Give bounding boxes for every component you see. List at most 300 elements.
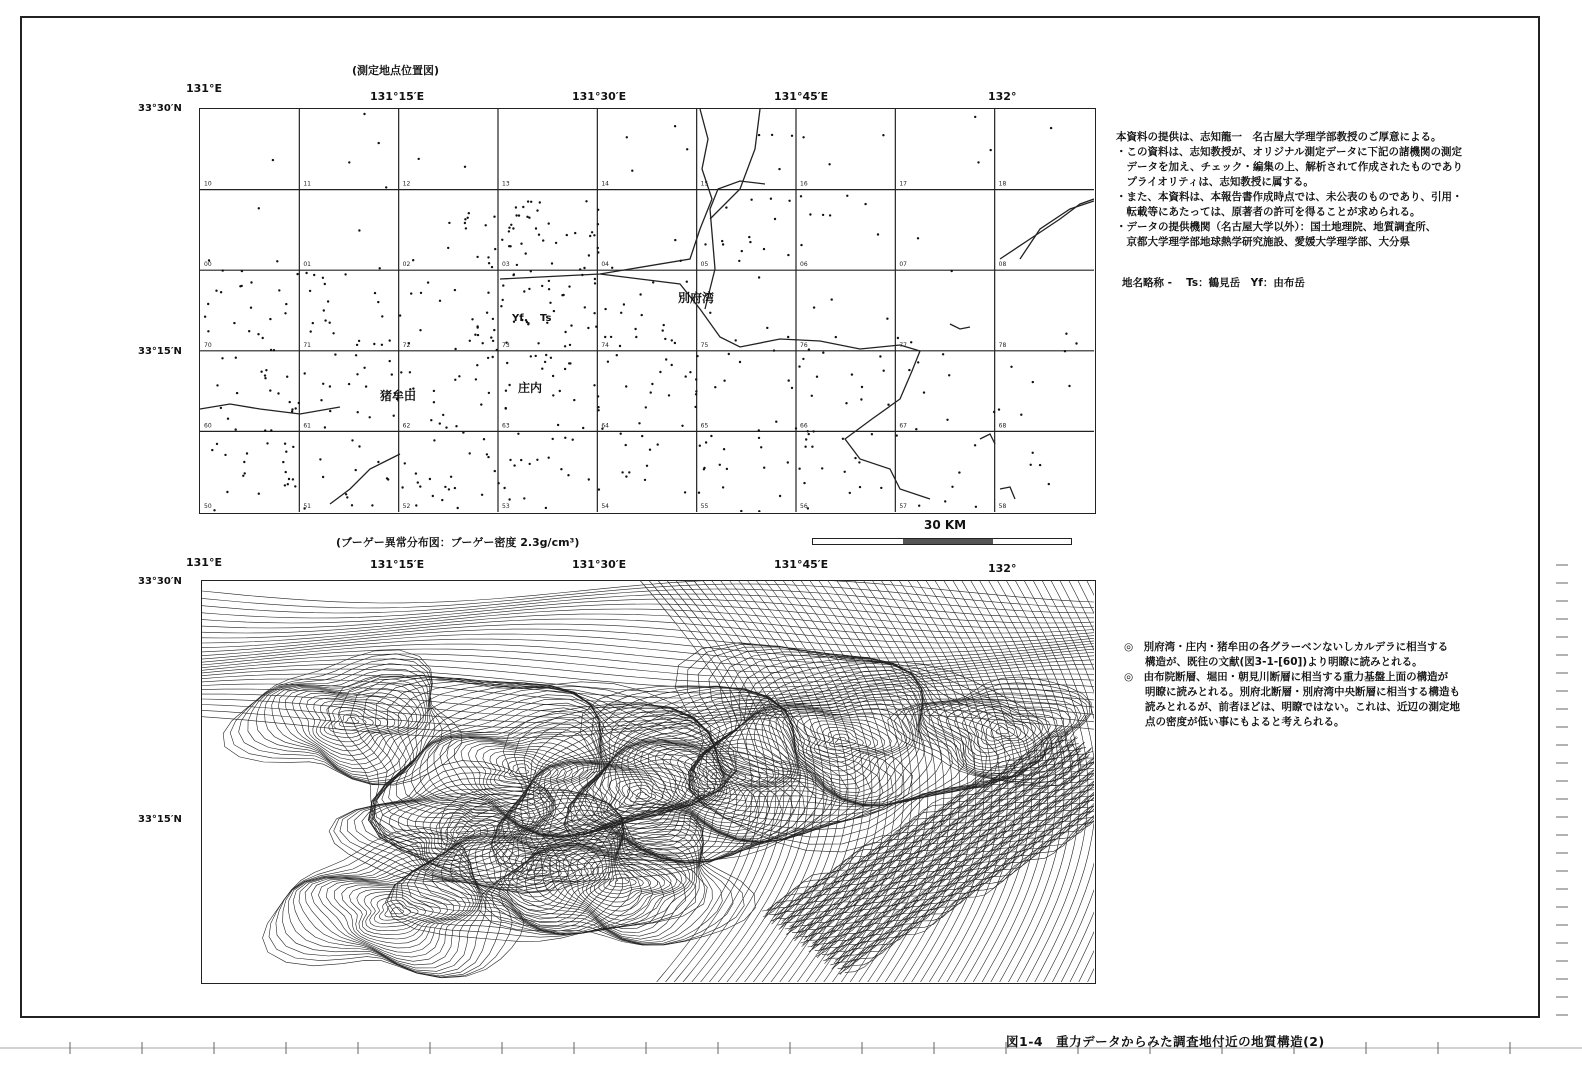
top-lon-label: 131°E	[186, 82, 222, 95]
bottom-map-title: (ブーゲー異常分布図：ブーゲー密度 2.3g/cm³)	[336, 536, 580, 549]
station-point	[441, 499, 443, 501]
station-point	[239, 285, 241, 287]
station-point	[671, 364, 673, 366]
station-point	[454, 348, 456, 350]
station-point	[816, 376, 818, 378]
coastline	[600, 274, 920, 351]
grid-cell-code: 58	[998, 503, 1007, 510]
station-point	[749, 241, 751, 243]
station-point	[821, 467, 823, 469]
contour-line	[299, 693, 412, 756]
station-point	[787, 254, 789, 256]
station-point	[644, 479, 646, 481]
note-line: 読みとれるが、前者ほどは、明瞭ではない。これは、近辺の測定地	[1124, 701, 1460, 713]
station-point	[526, 216, 528, 218]
station-point	[475, 378, 477, 380]
station-point	[723, 380, 725, 382]
station-point	[548, 222, 550, 224]
station-point	[487, 456, 489, 458]
station-point	[581, 274, 583, 276]
station-point	[822, 352, 824, 354]
river-line	[330, 454, 400, 504]
grid-cell-code: 68	[998, 422, 1007, 430]
station-point	[896, 434, 898, 436]
station-point	[270, 349, 272, 351]
station-point	[695, 390, 697, 392]
station-point	[292, 446, 294, 448]
grid-cell-code: 77	[899, 341, 907, 349]
station-point	[448, 222, 450, 224]
station-point	[851, 373, 853, 375]
grid-cell-code: 05	[700, 261, 709, 269]
station-point	[550, 357, 552, 359]
grid-cell-code: 54	[601, 503, 609, 510]
station-point	[393, 415, 395, 417]
station-point	[664, 338, 666, 340]
station-point	[278, 289, 280, 291]
island-coast	[1000, 487, 1015, 499]
grid-cell-code: 66	[800, 422, 808, 430]
station-point	[530, 355, 532, 357]
place-label-ts: Ts	[540, 313, 552, 324]
top-lon-label: 131°15′E	[370, 90, 425, 103]
station-point	[714, 386, 716, 388]
station-point	[346, 496, 348, 498]
station-point	[377, 301, 379, 303]
station-point	[883, 370, 885, 372]
station-point	[377, 461, 379, 463]
place-label-yf: Yf	[512, 313, 524, 324]
station-point	[358, 445, 360, 447]
station-point	[974, 116, 976, 118]
station-point	[285, 303, 287, 305]
grid-cell-code: 57	[899, 503, 907, 510]
station-point	[512, 274, 514, 276]
station-point	[215, 290, 217, 292]
station-point	[235, 428, 237, 430]
station-point	[309, 290, 311, 292]
station-point	[508, 230, 510, 232]
station-point	[523, 290, 525, 292]
top-lat-label: 33°30′N	[138, 103, 182, 114]
station-point	[282, 461, 284, 463]
station-point	[831, 298, 833, 300]
grid-cell-code: 17	[899, 180, 907, 188]
station-point	[289, 401, 291, 403]
station-point	[800, 195, 802, 197]
station-point	[568, 362, 570, 364]
station-point	[710, 435, 712, 437]
station-point	[329, 385, 331, 387]
station-point	[591, 231, 593, 233]
station-point	[650, 391, 652, 393]
station-point	[379, 267, 381, 269]
station-point	[243, 461, 245, 463]
station-point	[758, 510, 760, 512]
station-point	[908, 369, 910, 371]
station-point	[509, 459, 511, 461]
station-point	[454, 487, 456, 489]
station-point	[494, 248, 496, 250]
bottom-lat-label: 33°15′N	[138, 814, 182, 825]
station-point	[522, 206, 524, 208]
station-point	[213, 509, 215, 511]
station-point	[545, 507, 547, 509]
grid-cell-code: 52	[402, 503, 411, 510]
station-point	[518, 214, 520, 216]
station-point	[779, 495, 781, 497]
station-point	[264, 374, 266, 376]
station-point	[684, 491, 686, 493]
station-point	[572, 439, 574, 441]
station-point	[1050, 127, 1052, 129]
station-point	[704, 243, 706, 245]
station-point	[597, 209, 599, 211]
station-point	[455, 425, 457, 427]
station-point	[859, 486, 861, 488]
bottom-lon-label: 131°30′E	[572, 558, 627, 571]
station-point	[503, 487, 505, 489]
station-point	[800, 244, 802, 246]
station-point	[248, 330, 250, 332]
station-point	[496, 349, 498, 351]
station-point	[593, 234, 595, 236]
station-point	[625, 385, 627, 387]
station-point	[323, 309, 325, 311]
station-point	[570, 324, 572, 326]
station-point	[728, 353, 730, 355]
contour-line	[202, 581, 1094, 603]
station-point	[488, 392, 490, 394]
station-point	[553, 310, 555, 312]
station-point	[549, 302, 551, 304]
station-point	[457, 507, 459, 509]
station-point	[508, 227, 510, 229]
station-point	[356, 373, 358, 375]
grid-cell-code: 71	[303, 341, 311, 349]
station-point	[681, 425, 683, 427]
station-point	[515, 214, 517, 216]
grid-cell-code: 50	[204, 503, 212, 510]
grid-cell-code: 07	[899, 261, 907, 269]
station-point	[508, 384, 510, 386]
station-point	[262, 337, 264, 339]
station-point	[320, 399, 322, 401]
station-point	[429, 478, 431, 480]
station-point	[585, 200, 587, 202]
station-point	[492, 340, 494, 342]
station-point	[662, 329, 664, 331]
station-point	[802, 136, 804, 138]
station-point	[541, 285, 543, 287]
station-point	[545, 354, 547, 356]
station-point	[269, 318, 271, 320]
station-point	[378, 142, 380, 144]
station-point	[722, 243, 724, 245]
station-point	[221, 357, 223, 359]
station-point	[412, 259, 414, 261]
station-point	[879, 355, 881, 357]
station-point	[305, 272, 307, 274]
station-point	[313, 274, 315, 276]
station-point	[287, 483, 289, 485]
contour-line	[504, 761, 544, 780]
station-point	[351, 439, 353, 441]
grid-cell-code: 11	[303, 180, 311, 188]
station-point	[542, 239, 544, 241]
station-point	[445, 426, 447, 428]
station-point	[564, 345, 566, 347]
station-point	[284, 443, 286, 445]
station-point	[844, 471, 846, 473]
contour-line	[516, 767, 529, 774]
station-point	[552, 438, 554, 440]
contour-line	[755, 694, 918, 796]
station-point	[882, 134, 884, 136]
station-point	[227, 418, 229, 420]
station-point	[276, 260, 278, 262]
station-point	[469, 340, 471, 342]
station-point	[439, 300, 441, 302]
station-point	[641, 435, 643, 437]
station-point	[548, 280, 550, 282]
station-point	[296, 273, 298, 275]
station-point	[488, 262, 490, 264]
station-point	[530, 270, 532, 272]
station-point	[467, 217, 469, 219]
station-point	[544, 361, 546, 363]
station-point	[351, 504, 353, 506]
note-line: 明瞭に読みとれる。別府北断層・別府湾中央断層に相当する構造も	[1124, 686, 1460, 698]
place-label-inamuta: 猪牟田	[380, 389, 417, 403]
note-line: ・この資料は、志知教授が、オリジナル測定データに下記の諸機関の測定	[1116, 146, 1462, 158]
station-point	[763, 248, 765, 250]
station-point	[233, 322, 235, 324]
station-point	[593, 384, 595, 386]
contour-map-svg	[202, 581, 1094, 982]
station-point	[244, 472, 246, 474]
notes-interpretation	[1124, 640, 1460, 730]
station-point	[260, 371, 262, 373]
station-point	[277, 392, 279, 394]
bouguer-anomaly-map	[201, 580, 1096, 984]
station-point	[775, 421, 777, 423]
station-point	[334, 353, 336, 355]
station-point	[809, 213, 811, 215]
station-point	[709, 312, 711, 314]
station-point	[332, 332, 334, 334]
station-point	[292, 478, 294, 480]
top-lon-label: 132°	[988, 90, 1017, 103]
station-point	[723, 448, 725, 450]
station-point	[385, 186, 387, 188]
station-point	[696, 355, 698, 357]
grid-cell-code: 13	[502, 180, 510, 188]
station-point	[595, 326, 597, 328]
station-point	[418, 158, 420, 160]
grid-cell-code: 70	[204, 341, 212, 349]
station-point	[795, 427, 797, 429]
grid-cell-code: 06	[800, 261, 808, 269]
station-point	[525, 252, 527, 254]
station-point	[374, 292, 376, 294]
station-point	[620, 433, 622, 435]
station-point	[639, 293, 641, 295]
station-point	[597, 409, 599, 411]
station-point	[527, 200, 529, 202]
station-point	[433, 439, 435, 441]
station-point	[705, 441, 707, 443]
station-point	[417, 481, 419, 483]
grid-cell-code: 62	[402, 422, 411, 430]
station-point	[509, 245, 511, 247]
station-point	[975, 506, 977, 508]
coastline	[1020, 201, 1094, 259]
station-point	[286, 376, 288, 378]
station-point	[646, 465, 648, 467]
station-point	[493, 216, 495, 218]
note-line: ・データの提供機関（名古屋大学以外）：国土地理院、地質調査所、	[1116, 221, 1437, 233]
station-point	[471, 318, 473, 320]
station-point	[698, 492, 700, 494]
station-point	[420, 292, 422, 294]
station-point	[319, 458, 321, 460]
station-point	[625, 475, 627, 477]
station-point	[329, 410, 331, 412]
station-point	[740, 510, 742, 512]
station-point	[663, 324, 665, 326]
station-point	[537, 342, 539, 344]
station-point	[562, 294, 564, 296]
station-point	[583, 267, 585, 269]
station-point	[250, 281, 252, 283]
grid-cell-code: 65	[700, 422, 709, 430]
station-point	[355, 354, 357, 356]
station-point	[621, 471, 623, 473]
station-point	[329, 322, 331, 324]
station-point	[1048, 483, 1050, 485]
station-point	[415, 472, 417, 474]
station-point	[694, 406, 696, 408]
station-point	[579, 268, 581, 270]
station-point	[285, 471, 287, 473]
station-point	[371, 504, 373, 506]
bottom-tick-marks	[0, 1042, 1582, 1056]
station-point	[439, 422, 441, 424]
station-point	[990, 149, 992, 151]
station-point	[645, 406, 647, 408]
station-point	[748, 236, 750, 238]
station-point	[829, 214, 831, 216]
station-point	[322, 476, 324, 478]
scale-label: 30 KM	[924, 518, 967, 532]
station-point	[552, 394, 554, 396]
station-point	[322, 383, 324, 385]
station-point	[502, 284, 504, 286]
figure-caption: 図1-4 重力データからみた調査地付近の地質構造(2)	[1006, 1034, 1325, 1049]
station-point	[552, 375, 554, 377]
station-point	[528, 288, 530, 290]
station-point	[419, 329, 421, 331]
station-point	[620, 312, 622, 314]
station-point	[356, 344, 358, 346]
grid-cell-code: 55	[700, 503, 709, 510]
station-point	[623, 303, 625, 305]
scale-bar	[812, 538, 1072, 545]
station-point	[798, 468, 800, 470]
station-point	[958, 471, 960, 473]
station-point	[574, 232, 576, 234]
station-point	[485, 224, 487, 226]
contour-line	[293, 853, 482, 971]
station-point	[312, 322, 314, 324]
station-point	[686, 148, 688, 150]
station-point	[427, 281, 429, 283]
station-point	[400, 371, 402, 373]
contour-line	[1046, 581, 1094, 982]
contour-line	[202, 639, 1094, 663]
station-point	[399, 314, 401, 316]
station-point	[1020, 414, 1022, 416]
station-point	[750, 199, 752, 201]
station-point	[523, 497, 525, 499]
station-point	[500, 305, 502, 307]
station-point	[551, 262, 553, 264]
station-point	[389, 360, 391, 362]
station-point	[951, 486, 953, 488]
station-point	[807, 430, 809, 432]
grid-cell-code: 74	[601, 341, 609, 349]
station-point	[264, 429, 266, 431]
station-point	[695, 378, 697, 380]
station-point	[977, 161, 979, 163]
station-point	[680, 260, 682, 262]
station-point	[226, 491, 228, 493]
station-point	[513, 464, 515, 466]
station-point	[493, 329, 495, 331]
grid-cell-code: 16	[800, 180, 808, 188]
station-point	[481, 494, 483, 496]
island-coast	[980, 434, 995, 444]
station-point	[222, 269, 224, 271]
station-point	[593, 312, 595, 314]
station-point	[529, 463, 531, 465]
station-point	[464, 166, 466, 168]
grid-cell-code: 61	[303, 422, 311, 430]
station-point	[465, 227, 467, 229]
station-point	[1010, 366, 1012, 368]
station-point	[432, 495, 434, 497]
station-point	[273, 349, 275, 351]
contour-line	[836, 737, 849, 743]
station-point	[363, 113, 365, 115]
station-point	[487, 256, 489, 258]
station-point	[674, 342, 676, 344]
station-point	[634, 328, 636, 330]
grid-cell-code: 78	[998, 341, 1007, 349]
bottom-lat-label: 33°30′N	[138, 576, 182, 587]
station-point	[207, 303, 209, 305]
station-point	[942, 353, 944, 355]
note-line: ◎ 別府湾・庄内・猪牟田の各グラーベンないしカルデラに相当する	[1124, 641, 1449, 653]
station-point	[490, 336, 492, 338]
station-point	[674, 125, 676, 127]
station-point	[502, 299, 504, 301]
station-point	[555, 242, 557, 244]
contour-line	[385, 904, 411, 917]
station-point	[487, 357, 489, 359]
station-point	[387, 478, 389, 480]
